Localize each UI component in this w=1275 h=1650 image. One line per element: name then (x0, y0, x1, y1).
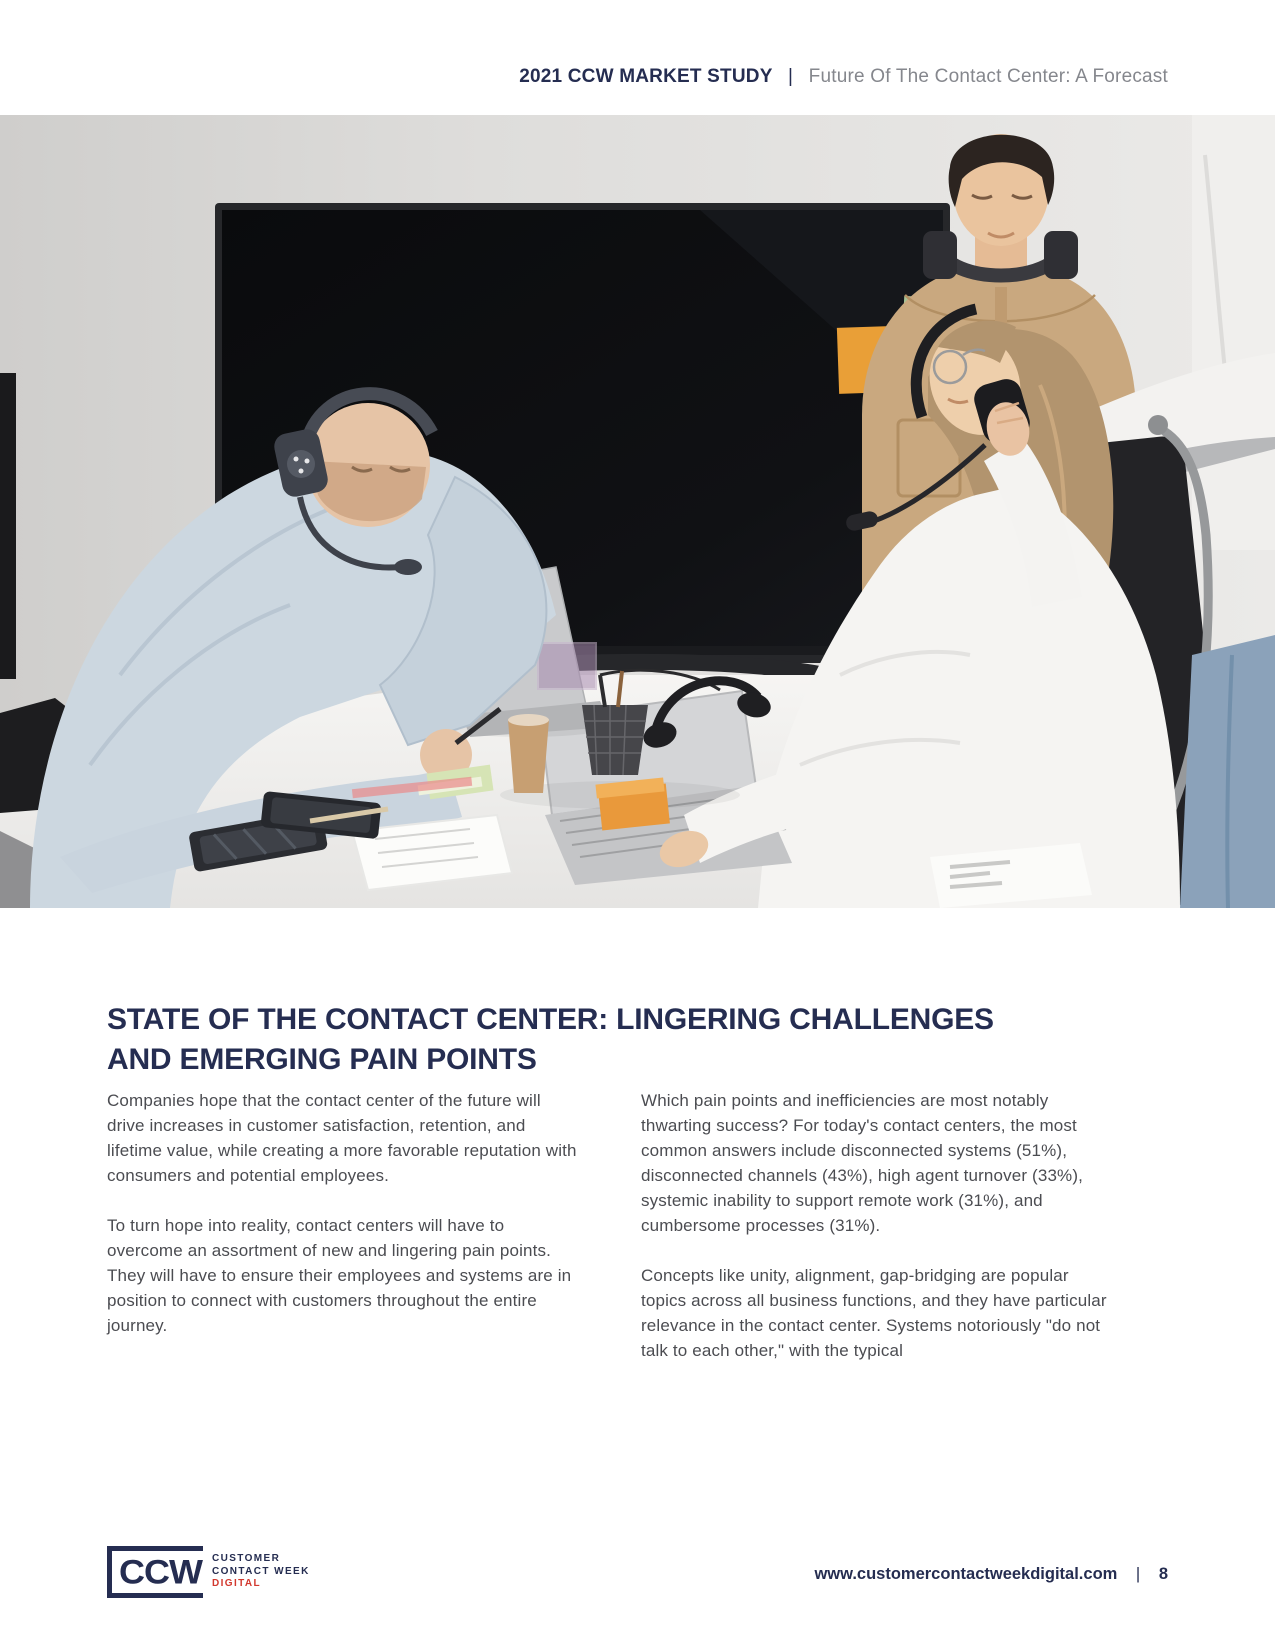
office-photo (0, 115, 1275, 908)
footer-separator: | (1135, 1565, 1141, 1583)
paragraph: Companies hope that the contact center of the future will drive increases in customer satisfaction, retention, and lifetime value, while creating a more favorable reputation with consumers and potential employees. (107, 1091, 577, 1185)
ccw-logo-text (212, 1553, 310, 1591)
left-column (107, 1088, 581, 1388)
ccw-logo-box (107, 1546, 203, 1598)
footer-url[interactable]: www.customercontactweekdigital.com (814, 1565, 1118, 1583)
header-separator: | (788, 66, 794, 87)
body-columns (107, 1088, 1115, 1388)
header-study-title: 2021 CCW MARKET STUDY (519, 66, 773, 87)
ccw-logo-line1: CUSTOMER (211, 1553, 281, 1565)
page-footer (814, 1565, 1168, 1584)
paragraph: Which pain points and inefficiencies are most notably thwarting success? For today's contact centers, the most common answers include disconnected systems (51%), disconnected channels (43%), high agent turnover (33%), systemic inability to support remote work (31%), and cumbersome processes (31%). (641, 1091, 1084, 1235)
ccw-logo (107, 1546, 310, 1598)
page-number: 8 (1158, 1565, 1168, 1583)
ccw-logo-line3: DIGITAL (211, 1578, 262, 1590)
ccw-logo-line2: CONTACT WEEK (211, 1565, 310, 1577)
header-subtitle: Future Of The Contact Center: A Forecast (808, 66, 1168, 87)
paragraph: Concepts like unity, alignment, gap-bridging are popular topics across all business functions, and they have particular relevance in the contact center. Systems notoriously "do not talk to each other," with the typical (641, 1266, 1107, 1360)
coffee-cup (508, 720, 549, 793)
section-title (107, 1000, 1167, 1080)
ccw-logo-acronym: CCW (119, 1552, 202, 1591)
paragraph: To turn hope into reality, contact centers will have to overcome an assortment of new and lingering pain points. They will have to ensure their employees and systems are in position to connect with customers throughout the entire journey. (107, 1216, 572, 1335)
section-title-line1: STATE OF THE CONTACT CENTER: LINGERING CHALLENGES (107, 1003, 994, 1037)
section-title-line2: AND EMERGING PAIN POINTS (107, 1043, 537, 1077)
office-photo-illustration (0, 115, 1275, 908)
glass-cube (538, 643, 596, 689)
page-header (519, 66, 1168, 88)
mesh-pen-cup (582, 705, 648, 775)
jeans-leg (1180, 635, 1275, 908)
right-column (641, 1088, 1115, 1388)
